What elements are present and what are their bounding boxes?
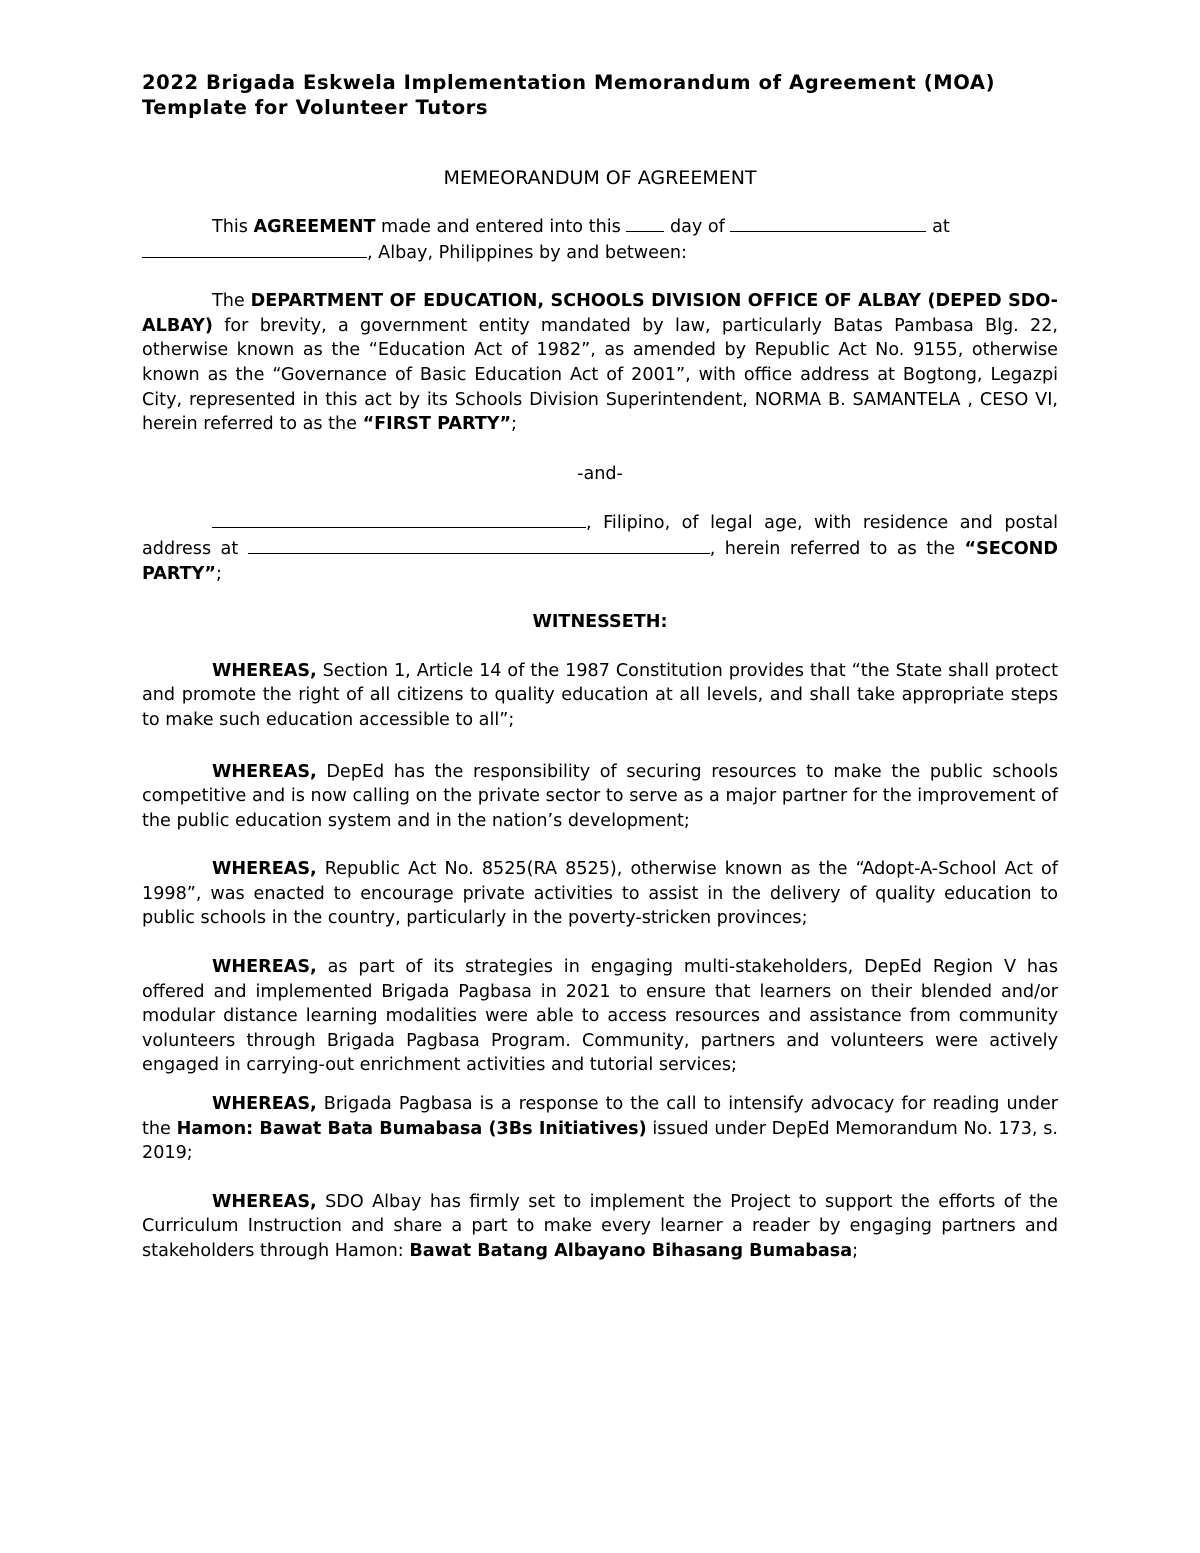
intro-text-5: , Albay, Philippines by and between: [367, 242, 687, 263]
witnesseth-heading: WITNESSETH: [532, 612, 668, 633]
whereas-text: as part of its strategies in engaging multi-stakeholders, DepEd Region V has offered and implemented Brigada Pagbasa in 2021 to ensure that learners on their blended and/or modular distance learning modalities were able to access resources and assistance from community volunteers through Brigada Pagbasa Program. Community, partners and volunteers were actively engaged in carrying-out enrichment activities and tutorial services; [142, 957, 1058, 1076]
second-party-text-2: , herein referred to as the [709, 538, 965, 559]
intro-paragraph [142, 214, 1058, 265]
whereas-bold-title: Bawat Batang Albayano Bihasang Bumabasa [409, 1241, 853, 1261]
and-separator: -and- [577, 463, 623, 484]
intro-text-1: This [212, 217, 254, 237]
intro-text-2: made and entered into this [375, 217, 627, 237]
second-party-text-1: , Filipino, of legal age, with residence and postal address at [142, 513, 1058, 559]
whereas-paragraph [142, 857, 1058, 931]
whereas-lead: WHEREAS, [212, 859, 317, 880]
first-party-label-bold: “FIRST PARTY” [362, 414, 512, 435]
document-title-line-1: 2022 Brigada Eskwela Implementation Memorandum of Agreement (MOA) [142, 71, 996, 94]
whereas-tail: ; [852, 1241, 859, 1261]
intro-text-3: day of [664, 217, 731, 237]
whereas-paragraph [142, 955, 1058, 1078]
whereas-text: Brigada Pagbasa is a response to the call to intensify advocacy for reading under the [142, 1094, 1058, 1139]
second-party-label-bold: “SECOND PARTY” [142, 538, 1058, 584]
whereas-lead: WHEREAS, [212, 1094, 317, 1115]
whereas-lead: WHEREAS, [212, 660, 317, 681]
day-blank[interactable] [626, 214, 664, 232]
whereas-lead: WHEREAS, [212, 761, 317, 782]
whereas-bold-title: Hamon: Bawat Bata Bumabasa (3Bs Initiatives) [176, 1118, 647, 1139]
whereas-paragraph [142, 1190, 1058, 1264]
first-party-text-3: ; [511, 414, 517, 435]
place-blank[interactable] [142, 240, 367, 258]
agreement-heading: MEMEORANDUM OF AGREEMENT [443, 167, 757, 189]
whereas-tail: issued under DepEd Memorandum No. 173, s. 2019; [142, 1118, 1058, 1164]
whereas-paragraph [142, 760, 1058, 834]
whereas-text: SDO Albay has firmly set to implement the Project to support the efforts of the Curriculum Instruction and share a part to make every learner a reader by engaging partners and stakeholders through Hamon: [142, 1191, 1058, 1261]
first-party-text-1: The [212, 291, 251, 312]
second-party-text-3: ; [215, 563, 222, 584]
month-blank[interactable] [730, 214, 926, 232]
whereas-paragraph [142, 1092, 1058, 1166]
whereas-text: DepEd has the responsibility of securing resources to make the public schools competitive and is now calling on the private sector to serve as a major partner for the improvement of the public education system and in the nation’s development; [142, 761, 1058, 831]
intro-agreement-bold: AGREEMENT [253, 217, 376, 237]
second-party-address-blank[interactable] [248, 536, 710, 554]
whereas-paragraph [142, 659, 1058, 733]
whereas-lead: WHEREAS, [212, 1191, 317, 1212]
whereas-lead: WHEREAS, [212, 957, 317, 978]
first-party-name-bold: DEPARTMENT OF EDUCATION, SCHOOLS DIVISION OFFICE OF ALBAY (DEPED SDO-ALBAY) [142, 291, 1058, 336]
first-party-text-2: for brevity, a government entity mandated by law, particularly Batas Pambasa Blg. 22, otherwise known as the “Education Act of 1982”, as amended by Republic Act No. 9155, otherwise known as the “Governance of Basic Education Act of 2001”, with office address at Bogtong, Legazpi City, represented in this act by its Schools Division Superintendent, NORMA B. SAMANTELA , CESO VI, herein referred to as the [142, 315, 1058, 435]
intro-text-4: at [926, 217, 950, 237]
second-party-name-blank[interactable] [212, 510, 586, 528]
document-title [142, 70, 1058, 120]
document-title-line-2: Template for Volunteer Tutors [142, 96, 489, 119]
whereas-text: Section 1, Article 14 of the 1987 Constitution provides that “the State shall protect and promote the right of all citizens to quality education at all levels, and shall take appropriate steps to make such education accessible to all”; [142, 660, 1058, 730]
second-party-paragraph [142, 510, 1058, 586]
whereas-text: Republic Act No. 8525(RA 8525), otherwise known as the “Adopt-A-School Act of 1998”, was enacted to encourage private activities to assist in the delivery of quality education to public schools in the country, particularly in the poverty-stricken provinces; [142, 859, 1058, 929]
first-party-paragraph [142, 289, 1058, 437]
